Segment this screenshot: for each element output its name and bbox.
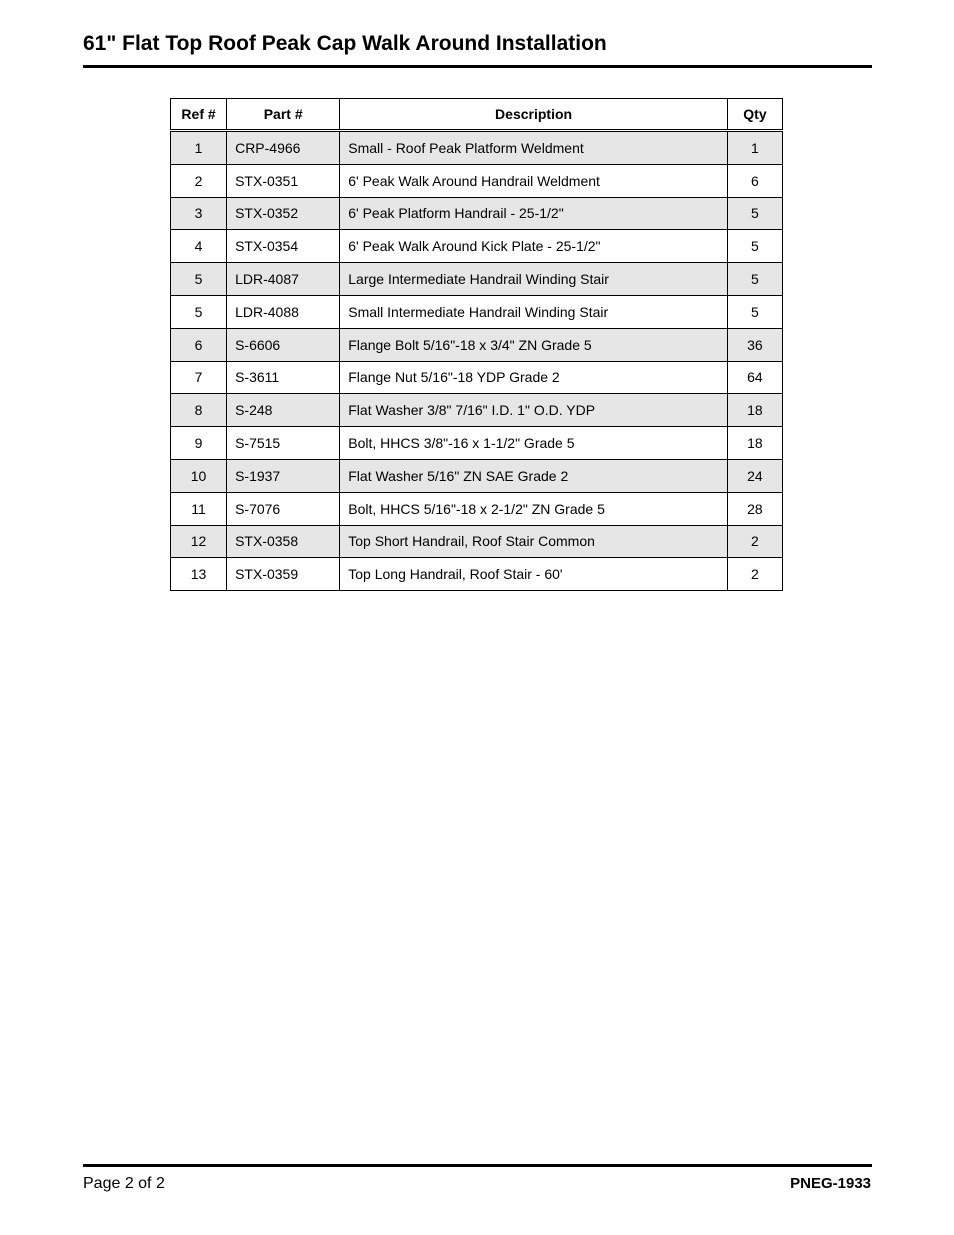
cell-description: 6' Peak Walk Around Handrail Weldment [340, 164, 728, 197]
cell-description: Flange Nut 5/16"-18 YDP Grade 2 [340, 361, 728, 394]
cell-description: Top Short Handrail, Roof Stair Common [340, 525, 728, 558]
cell-part-number: STX-0358 [227, 525, 340, 558]
cell-ref: 12 [171, 525, 227, 558]
table-row [171, 131, 783, 165]
table-header-row [171, 99, 783, 131]
table-row [171, 197, 783, 230]
cell-ref: 2 [171, 164, 227, 197]
column-header-ref: Ref # [171, 99, 227, 131]
cell-part-number: S-3611 [227, 361, 340, 394]
cell-qty: 2 [727, 558, 782, 591]
table-row [171, 328, 783, 361]
cell-part-number: STX-0352 [227, 197, 340, 230]
table-row [171, 295, 783, 328]
cell-qty: 64 [727, 361, 782, 394]
cell-ref: 10 [171, 459, 227, 492]
table-row [171, 361, 783, 394]
cell-part-number: STX-0351 [227, 164, 340, 197]
cell-description: Flat Washer 5/16" ZN SAE Grade 2 [340, 459, 728, 492]
page-title: 61" Flat Top Roof Peak Cap Walk Around Installation [83, 32, 607, 55]
table-row [171, 230, 783, 263]
cell-description: Small Intermediate Handrail Winding Stair [340, 295, 728, 328]
cell-description: Flat Washer 3/8" 7/16" I.D. 1" O.D. YDP [340, 394, 728, 427]
column-header-description: Description [340, 99, 728, 131]
cell-qty: 6 [727, 164, 782, 197]
cell-part-number: S-6606 [227, 328, 340, 361]
page-number: Page 2 of 2 [83, 1175, 165, 1192]
table-row [171, 394, 783, 427]
cell-description: Bolt, HHCS 5/16"-18 x 2-1/2" ZN Grade 5 [340, 492, 728, 525]
table-row [171, 525, 783, 558]
cell-qty: 5 [727, 263, 782, 296]
table-row [171, 558, 783, 591]
document-number: PNEG-1933 [790, 1175, 871, 1192]
cell-part-number: S-248 [227, 394, 340, 427]
cell-ref: 3 [171, 197, 227, 230]
table-row [171, 492, 783, 525]
cell-part-number: STX-0354 [227, 230, 340, 263]
cell-part-number: CRP-4966 [227, 131, 340, 165]
header-rule [83, 65, 872, 68]
cell-ref: 4 [171, 230, 227, 263]
cell-qty: 18 [727, 427, 782, 460]
cell-description: Flange Bolt 5/16"-18 x 3/4" ZN Grade 5 [340, 328, 728, 361]
cell-qty: 5 [727, 230, 782, 263]
parts-table-body [171, 131, 783, 591]
cell-part-number: S-1937 [227, 459, 340, 492]
cell-ref: 9 [171, 427, 227, 460]
cell-ref: 13 [171, 558, 227, 591]
parts-table [170, 98, 783, 591]
cell-ref: 7 [171, 361, 227, 394]
cell-part-number: LDR-4087 [227, 263, 340, 296]
cell-qty: 18 [727, 394, 782, 427]
cell-description: 6' Peak Platform Handrail - 25-1/2" [340, 197, 728, 230]
cell-qty: 5 [727, 197, 782, 230]
cell-ref: 5 [171, 295, 227, 328]
table-row [171, 427, 783, 460]
cell-description: Top Long Handrail, Roof Stair - 60' [340, 558, 728, 591]
cell-part-number: S-7515 [227, 427, 340, 460]
cell-ref: 11 [171, 492, 227, 525]
cell-description: Small - Roof Peak Platform Weldment [340, 131, 728, 165]
cell-part-number: LDR-4088 [227, 295, 340, 328]
cell-qty: 28 [727, 492, 782, 525]
cell-ref: 6 [171, 328, 227, 361]
cell-qty: 2 [727, 525, 782, 558]
cell-part-number: STX-0359 [227, 558, 340, 591]
table-row [171, 459, 783, 492]
cell-ref: 1 [171, 131, 227, 165]
cell-qty: 24 [727, 459, 782, 492]
cell-qty: 36 [727, 328, 782, 361]
cell-qty: 5 [727, 295, 782, 328]
table-row [171, 164, 783, 197]
cell-description: 6' Peak Walk Around Kick Plate - 25-1/2" [340, 230, 728, 263]
cell-ref: 5 [171, 263, 227, 296]
cell-qty: 1 [727, 131, 782, 165]
footer-rule [83, 1164, 872, 1167]
column-header-part: Part # [227, 99, 340, 131]
cell-part-number: S-7076 [227, 492, 340, 525]
column-header-qty: Qty [727, 99, 782, 131]
cell-description: Bolt, HHCS 3/8"-16 x 1-1/2" Grade 5 [340, 427, 728, 460]
cell-ref: 8 [171, 394, 227, 427]
cell-description: Large Intermediate Handrail Winding Stair [340, 263, 728, 296]
table-row [171, 263, 783, 296]
